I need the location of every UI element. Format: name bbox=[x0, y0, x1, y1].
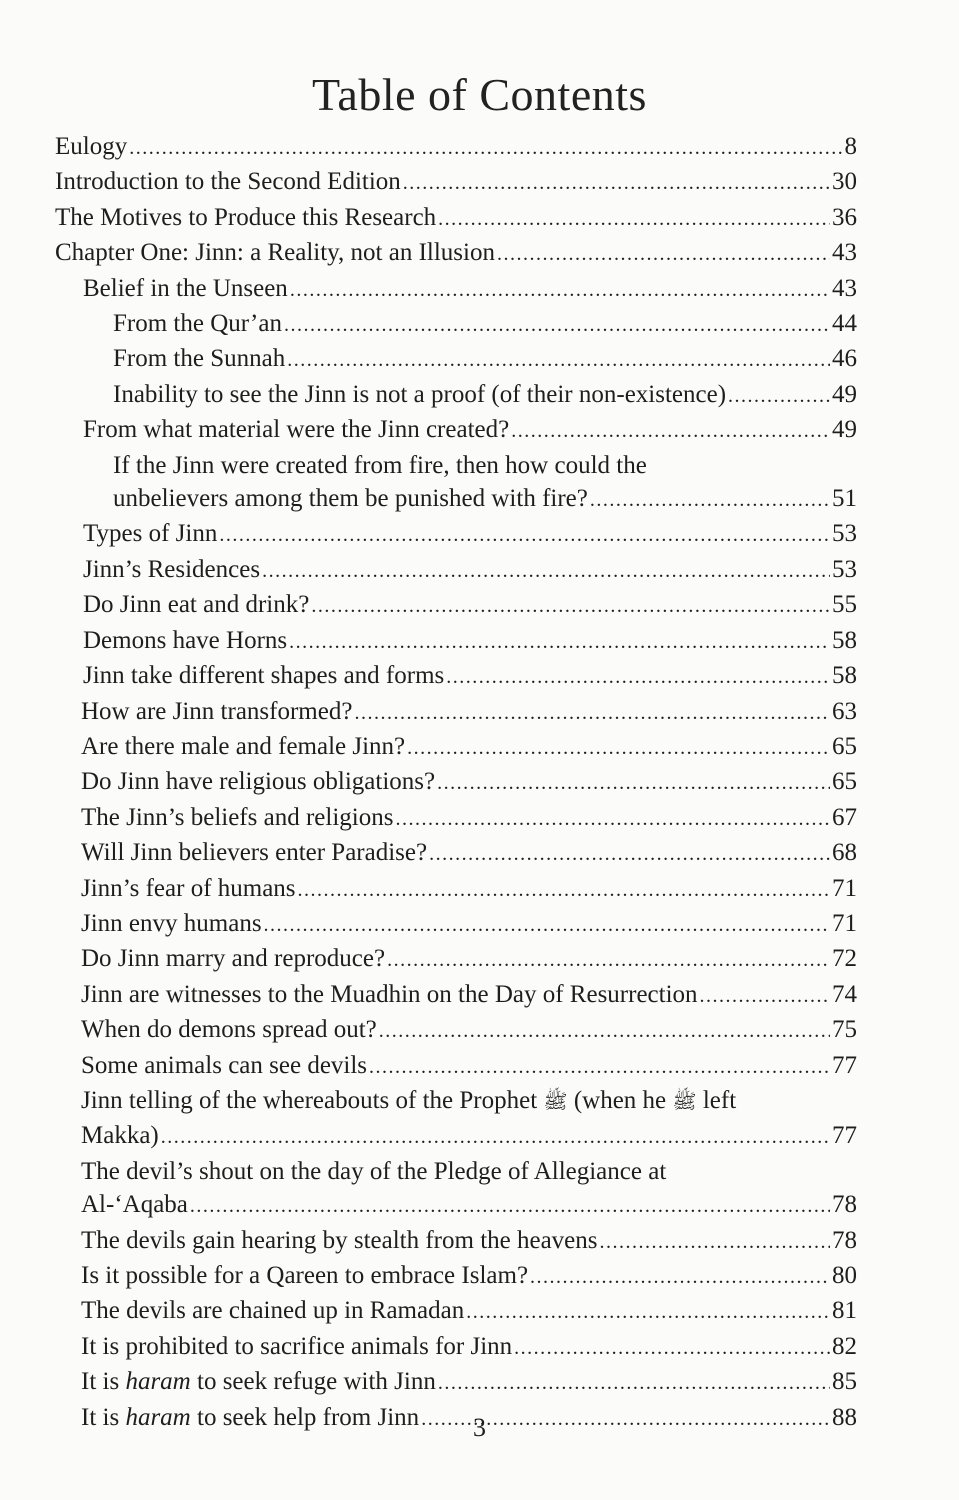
toc-entry bbox=[55, 978, 857, 1013]
toc-entry-page: 77 bbox=[832, 1051, 857, 1079]
toc-entry bbox=[55, 1188, 857, 1223]
dot-leader bbox=[190, 1190, 830, 1223]
toc-entry bbox=[55, 482, 857, 517]
toc-entry-label-line: The devil’s shout on the day of the Pledge of Allegiance at bbox=[81, 1157, 667, 1185]
toc-entry-label-part: to seek refuge with Jinn bbox=[197, 1368, 436, 1396]
toc-entry-label: Do Jinn eat and drink? bbox=[83, 591, 310, 619]
dot-leader bbox=[219, 519, 830, 552]
dot-leader bbox=[354, 697, 830, 730]
dot-leader bbox=[437, 767, 830, 800]
toc-entry-page: 30 bbox=[832, 168, 857, 196]
dot-leader bbox=[262, 555, 830, 588]
toc-entry-page: 75 bbox=[832, 1016, 857, 1044]
toc-entry-label: unbelievers among them be punished with fire? bbox=[113, 485, 588, 513]
toc-entry-page: 46 bbox=[832, 345, 857, 373]
toc-entry bbox=[55, 1013, 857, 1048]
toc-entry bbox=[55, 1330, 857, 1365]
toc-entry bbox=[55, 342, 857, 377]
salawat-glyph: ﷺ bbox=[543, 1090, 568, 1113]
dot-leader bbox=[514, 1332, 830, 1365]
dot-leader bbox=[407, 732, 830, 765]
dot-leader bbox=[446, 661, 830, 694]
toc-entry-label-part: Jinn telling of the whereabouts of the Prophet bbox=[81, 1086, 538, 1114]
toc-entry-label: When do demons spread out? bbox=[81, 1016, 377, 1044]
toc-entry bbox=[55, 1119, 857, 1154]
toc-entry-label: The Motives to Produce this Research bbox=[55, 203, 437, 231]
toc-entry-label: It is prohibited to sacrifice animals for Jinn bbox=[81, 1332, 513, 1360]
toc-entry bbox=[55, 236, 857, 271]
toc-entry bbox=[55, 659, 857, 694]
dot-leader bbox=[590, 484, 830, 517]
toc-entry-label: The devils are chained up in Ramadan bbox=[81, 1297, 465, 1325]
toc-entry-label: Eulogy bbox=[55, 133, 128, 160]
dot-leader bbox=[395, 803, 830, 836]
dot-leader bbox=[379, 1015, 830, 1048]
toc-entry bbox=[55, 624, 857, 659]
toc-entry-page: 51 bbox=[832, 485, 857, 513]
dot-leader bbox=[403, 167, 830, 200]
toc-entry-label: From the Sunnah bbox=[113, 345, 286, 373]
toc-entry-label: The devils gain hearing by stealth from the heavens bbox=[81, 1226, 598, 1254]
toc-entry-label: Are there male and female Jinn? bbox=[81, 732, 406, 760]
dot-leader bbox=[438, 203, 830, 236]
toc-entry-page: 85 bbox=[832, 1368, 857, 1396]
toc-entry-page: 65 bbox=[832, 768, 857, 796]
toc-entry bbox=[55, 553, 857, 588]
dot-leader bbox=[728, 380, 830, 413]
toc-entry-label: Inability to see the Jinn is not a proof (of their non-existence) bbox=[113, 380, 727, 408]
toc-entry-label: Jinn envy humans bbox=[81, 909, 262, 937]
dot-leader bbox=[466, 1296, 830, 1329]
dot-leader bbox=[298, 874, 830, 907]
salawat-glyph: ﷺ bbox=[672, 1090, 697, 1113]
toc-entry-label: Some animals can see devils bbox=[81, 1051, 368, 1079]
toc-entry-label: Do Jinn marry and reproduce? bbox=[81, 945, 386, 973]
toc-entry bbox=[55, 201, 857, 236]
toc-entry-page: 77 bbox=[832, 1122, 857, 1150]
toc-entry-label: Jinn are witnesses to the Muadhin on the Day of Resurrection bbox=[81, 980, 698, 1008]
toc-entry-page: 65 bbox=[832, 732, 857, 760]
toc-entry bbox=[55, 378, 857, 413]
toc-entry-label: Do Jinn have religious obligations? bbox=[81, 768, 436, 796]
dot-leader bbox=[129, 132, 842, 165]
toc-entry bbox=[55, 765, 857, 800]
toc-entry-page: 82 bbox=[832, 1332, 857, 1360]
toc-entry bbox=[55, 413, 857, 448]
dot-leader bbox=[438, 1367, 830, 1400]
toc-entry-label-part: It is bbox=[81, 1368, 120, 1396]
toc-entry-label-emphasis: haram bbox=[125, 1403, 191, 1431]
toc-entry-page: 68 bbox=[832, 839, 857, 867]
toc-entry-page: 43 bbox=[832, 239, 857, 267]
toc-entry-label-part: to seek help from Jinn bbox=[197, 1403, 420, 1431]
toc-entry-label-line: If the Jinn were created from fire, then how could the bbox=[113, 451, 647, 479]
toc-entry-page: 53 bbox=[832, 555, 857, 583]
toc-entry bbox=[55, 730, 857, 765]
toc-entry-label: Is it possible for a Qareen to embrace Islam? bbox=[81, 1262, 529, 1289]
toc-entry-page: 63 bbox=[832, 697, 857, 725]
toc-entry bbox=[55, 130, 857, 165]
toc-entry-label: From what material were the Jinn created? bbox=[83, 416, 510, 444]
toc-entry-page: 49 bbox=[832, 380, 857, 408]
toc-entry-page: 8 bbox=[844, 133, 857, 160]
dot-leader bbox=[284, 309, 830, 342]
toc-entry-page: 80 bbox=[832, 1262, 857, 1289]
toc-entry-page: 67 bbox=[832, 803, 857, 831]
toc-entry-label: Jinn take different shapes and forms bbox=[83, 662, 445, 690]
toc-entry-label-emphasis: haram bbox=[125, 1368, 191, 1396]
toc-entry-label: How are Jinn transformed? bbox=[81, 697, 353, 725]
dot-leader bbox=[600, 1226, 830, 1259]
toc-entry-page: 71 bbox=[832, 874, 857, 902]
table-of-contents bbox=[55, 130, 857, 1436]
toc-entry-label: From the Qur’an bbox=[113, 310, 282, 338]
toc-entry-label: Chapter One: Jinn: a Reality, not an Illusion bbox=[55, 239, 495, 267]
toc-entry-label: Belief in the Unseen bbox=[83, 274, 288, 302]
toc-entry bbox=[55, 307, 857, 342]
dot-leader bbox=[497, 238, 830, 271]
toc-entry-label-part: It is bbox=[81, 1403, 120, 1431]
toc-entry-label-part: left bbox=[702, 1086, 737, 1114]
toc-entry-label: Al-‘Aqaba bbox=[81, 1191, 188, 1219]
dot-leader bbox=[387, 944, 830, 977]
toc-entry-label: Jinn’s Residences bbox=[83, 555, 261, 583]
toc-entry-page: 53 bbox=[832, 520, 857, 548]
dot-leader bbox=[369, 1051, 830, 1084]
toc-entry-label: Makka) bbox=[81, 1122, 159, 1150]
toc-entry bbox=[55, 1049, 857, 1084]
toc-entry bbox=[55, 907, 857, 942]
page-number: 3 bbox=[473, 1413, 486, 1442]
toc-entry-page: 78 bbox=[832, 1226, 857, 1254]
dot-leader bbox=[429, 838, 830, 871]
toc-entry bbox=[55, 588, 857, 623]
toc-entry-page: 74 bbox=[832, 980, 857, 1008]
toc-entry bbox=[55, 165, 857, 200]
toc-entry-label: Jinn’s fear of humans bbox=[81, 874, 296, 902]
toc-entry-page: 58 bbox=[832, 626, 857, 654]
toc-entry-label: Will Jinn believers enter Paradise? bbox=[81, 839, 428, 867]
toc-entry bbox=[55, 695, 857, 730]
toc-entry bbox=[55, 1365, 857, 1400]
toc-entry bbox=[55, 942, 857, 977]
toc-entry-page: 81 bbox=[832, 1297, 857, 1325]
toc-entry-page: 88 bbox=[832, 1403, 857, 1431]
toc-entry-page: 49 bbox=[832, 416, 857, 444]
toc-entry-label-line bbox=[55, 1084, 857, 1119]
dot-leader bbox=[264, 909, 830, 942]
toc-entry-page: 78 bbox=[832, 1191, 857, 1219]
toc-entry-page: 36 bbox=[832, 203, 857, 231]
toc-entry-page: 71 bbox=[832, 909, 857, 937]
dot-leader bbox=[511, 415, 830, 448]
toc-entry bbox=[55, 1294, 857, 1329]
toc-entry bbox=[55, 272, 857, 307]
toc-entry bbox=[55, 872, 857, 907]
toc-entry bbox=[55, 1259, 857, 1294]
toc-entry-page: 44 bbox=[832, 310, 857, 338]
dot-leader bbox=[289, 626, 830, 659]
dot-leader bbox=[700, 980, 830, 1013]
toc-entry-page: 72 bbox=[832, 945, 857, 973]
dot-leader bbox=[311, 590, 830, 623]
toc-entry-label: Demons have Horns bbox=[83, 626, 288, 654]
toc-entry bbox=[55, 836, 857, 871]
page-title: Table of Contents bbox=[312, 69, 647, 120]
toc-entry-label-part: (when he bbox=[573, 1086, 667, 1114]
toc-entry bbox=[55, 517, 857, 552]
dot-leader bbox=[530, 1261, 830, 1294]
toc-entry-page: 58 bbox=[832, 662, 857, 690]
toc-entry-page: 43 bbox=[832, 274, 857, 302]
dot-leader bbox=[161, 1121, 830, 1154]
toc-entry-page: 55 bbox=[832, 591, 857, 619]
toc-entry-label: Introduction to the Second Edition bbox=[55, 168, 401, 196]
toc-entry-label bbox=[81, 1365, 436, 1398]
dot-leader bbox=[287, 344, 830, 377]
toc-entry-label: The Jinn’s beliefs and religions bbox=[81, 803, 394, 831]
toc-entry bbox=[55, 1224, 857, 1259]
dot-leader bbox=[290, 274, 830, 307]
toc-entry-label: Types of Jinn bbox=[83, 520, 218, 548]
toc-entry bbox=[55, 801, 857, 836]
